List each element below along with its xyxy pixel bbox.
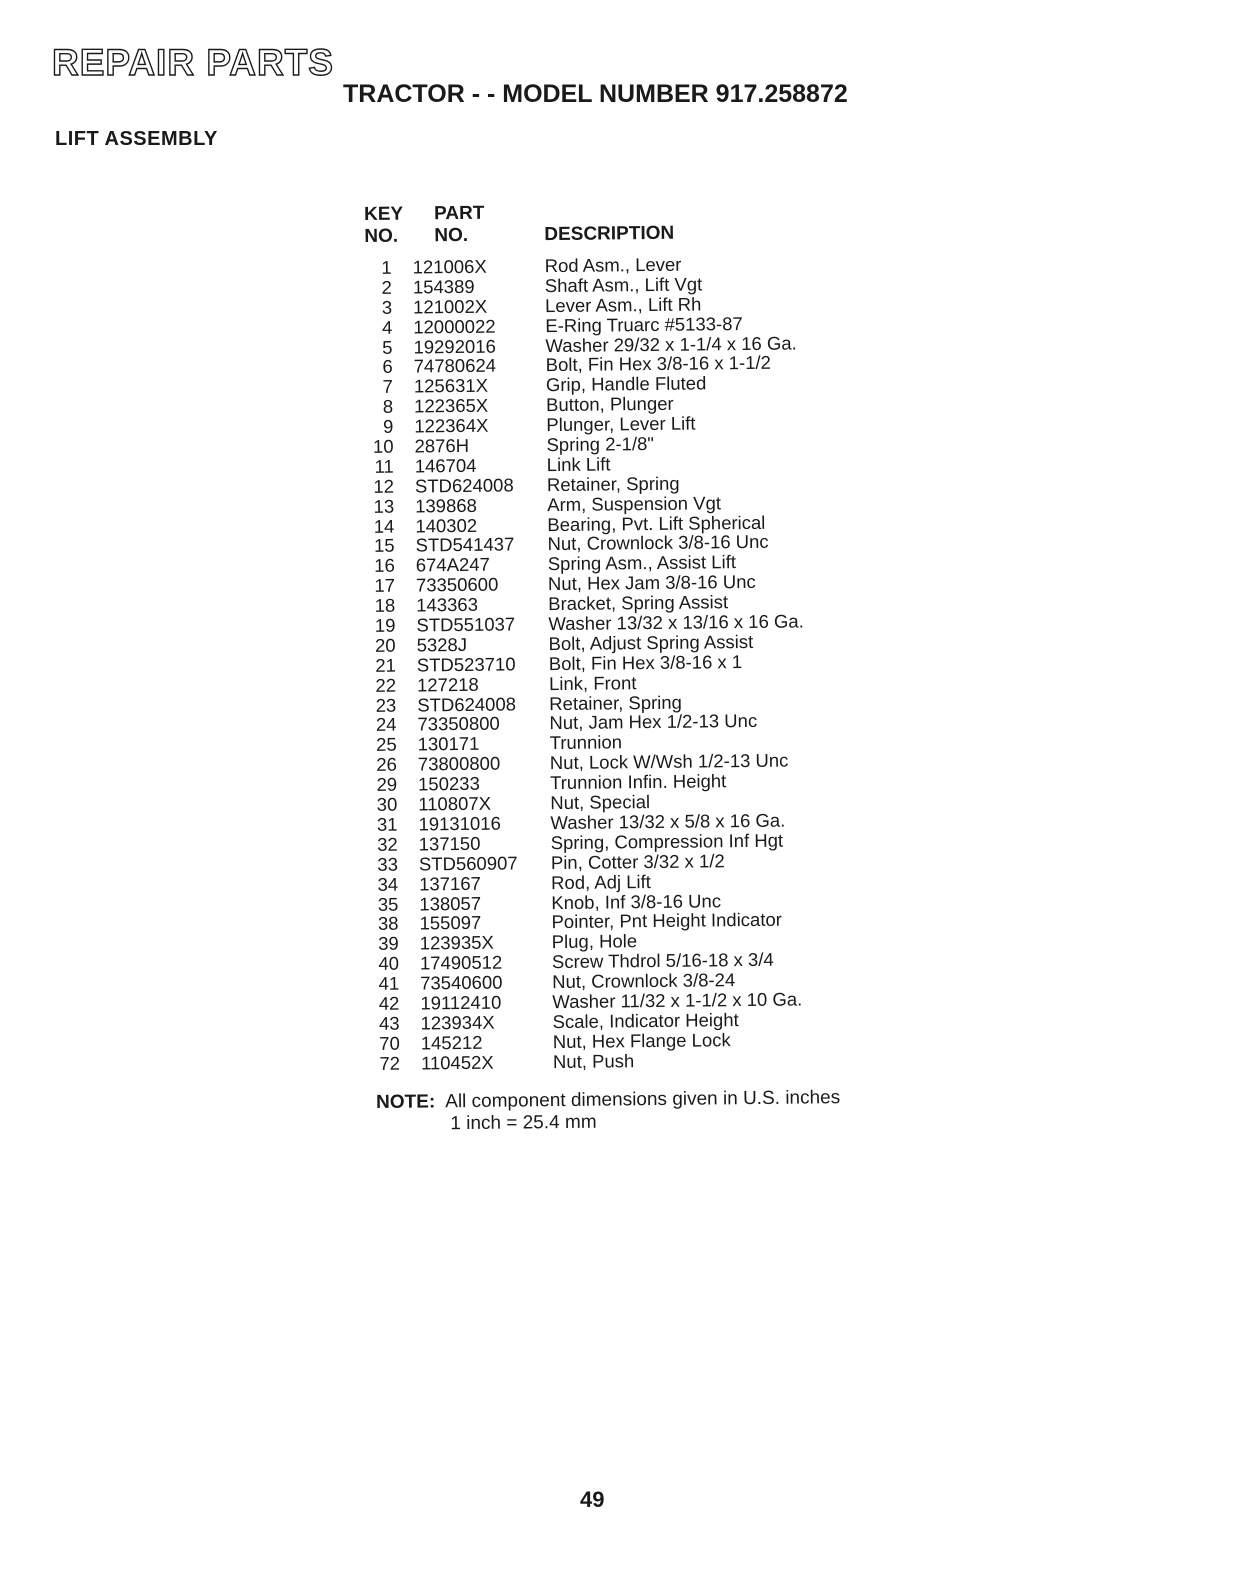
note xyxy=(376,1087,841,1136)
description-cell: Trunnion xyxy=(549,731,623,754)
key-no-cell: 70 xyxy=(379,1032,400,1054)
part-no-cell: 73350800 xyxy=(417,713,500,735)
key-no-cell: 72 xyxy=(379,1052,401,1074)
model-heading: TRACTOR - - MODEL NUMBER 917.258872 xyxy=(343,80,848,108)
description-cell: Washer 11/32 x 1-1/2 x 10 Ga. xyxy=(552,988,803,1013)
key-no-cell: 30 xyxy=(376,793,398,815)
description-cell: Washer 13/32 x 13/16 x 16 Ga. xyxy=(548,610,804,635)
description-cell: Knob, Inf 3/8-16 Unc xyxy=(551,889,722,913)
description-cell: Bearing, Pvt. Lift Spherical xyxy=(547,511,766,535)
description-cell: Screw Thdrol 5/16-18 x 3/4 xyxy=(551,948,774,973)
description-cell: Washer 13/32 x 5/8 x 16 Ga. xyxy=(550,809,786,834)
part-no-cell: 139868 xyxy=(415,494,478,517)
description-cell: Arm, Suspension Vgt xyxy=(547,491,722,515)
description-cell: Scale, Indicator Height xyxy=(552,1008,739,1032)
description-cell: Lever Asm., Lift Rh xyxy=(544,293,702,316)
part-no-cell: 138057 xyxy=(419,892,482,914)
key-no-cell: 6 xyxy=(382,356,393,378)
description-cell: Grip, Handle Fluted xyxy=(545,372,707,396)
table-header xyxy=(364,199,885,258)
part-no-cell: 19292016 xyxy=(413,335,496,358)
part-no-cell: 155097 xyxy=(419,912,482,934)
key-no-cell: 4 xyxy=(381,316,393,338)
part-no-cell: 110807X xyxy=(418,792,492,815)
part-no-cell: 150233 xyxy=(417,772,480,795)
part-no-cell: STD523710 xyxy=(416,653,516,676)
key-no-cell: 24 xyxy=(375,714,397,736)
description-cell: Nut, Lock W/Wsh 1/2-13 Unc xyxy=(549,749,789,774)
part-no-cell: STD541437 xyxy=(415,533,515,556)
description-cell: E-Ring Truarc #5133-87 xyxy=(545,312,743,336)
description-cell: Link Lift xyxy=(546,453,611,476)
note-line2: 1 inch = 25.4 mm xyxy=(450,1111,597,1135)
key-no-cell: 8 xyxy=(382,395,394,418)
key-no-cell: 20 xyxy=(374,634,396,656)
note-line1: All component dimensions given in U.S. inches xyxy=(445,1087,841,1113)
key-no-cell: 21 xyxy=(375,654,396,676)
part-header-line1: PART xyxy=(433,202,485,225)
part-no-cell: 73540600 xyxy=(420,971,503,994)
description-cell: Pointer, Pnt Height Indicator xyxy=(551,909,782,933)
part-no-header xyxy=(434,203,485,248)
description-cell: Spring 2-1/8" xyxy=(546,432,654,456)
key-no-cell: 22 xyxy=(375,674,397,696)
key-no-cell: 43 xyxy=(378,1012,400,1034)
key-no-cell: 32 xyxy=(377,833,398,855)
key-no-cell: 3 xyxy=(381,296,393,318)
key-no-header xyxy=(364,204,404,248)
part-no-cell: 19131016 xyxy=(418,812,501,835)
key-no-cell: 40 xyxy=(378,952,400,975)
parts-table xyxy=(364,199,893,1074)
part-no-cell: 19112410 xyxy=(420,991,502,1014)
key-no-cell: 18 xyxy=(374,594,396,617)
table-row xyxy=(373,1048,893,1073)
part-no-cell: 137150 xyxy=(418,832,481,855)
description-cell: Plunger, Lever Lift xyxy=(546,412,696,436)
description-cell: Nut, Hex Flange Lock xyxy=(552,1028,731,1052)
key-no-cell: 31 xyxy=(376,813,398,835)
key-no-cell: 2 xyxy=(381,276,392,298)
part-no-cell: 143363 xyxy=(416,593,479,616)
part-no-cell: 154389 xyxy=(412,275,475,298)
key-no-cell: 33 xyxy=(377,853,399,875)
part-no-cell: STD560907 xyxy=(418,852,518,875)
part-no-cell: 73350600 xyxy=(415,573,499,596)
part-no-cell: 2876H xyxy=(414,434,470,457)
key-header-line2: NO. xyxy=(364,225,399,247)
part-no-cell: 123935X xyxy=(419,931,494,954)
part-no-cell: 674A247 xyxy=(415,554,490,576)
key-no-cell: 42 xyxy=(378,992,400,1014)
key-no-cell: 23 xyxy=(375,694,397,716)
description-cell: Nut, Hex Jam 3/8-16 Unc xyxy=(547,571,756,595)
key-no-cell: 12 xyxy=(373,475,395,497)
description-cell: Bolt, Adjust Spring Assist xyxy=(548,630,754,655)
description-cell: Link, Front xyxy=(548,671,637,694)
description-cell: Rod Asm., Lever xyxy=(544,253,682,277)
page-title: REPAIR PARTS xyxy=(52,42,334,83)
description-cell: Trunnion Infin. Height xyxy=(549,770,727,794)
part-no-cell: 140302 xyxy=(415,514,478,537)
key-no-cell: 14 xyxy=(373,515,395,537)
part-no-cell: 125631X xyxy=(413,375,489,397)
description-cell: Rod, Adj Lift xyxy=(551,870,651,893)
description-cell: Nut, Crownlock 3/8-16 Unc xyxy=(547,531,769,555)
key-no-cell: 35 xyxy=(377,893,399,915)
description-cell: Nut, Jam Hex 1/2-13 Unc xyxy=(549,710,758,734)
description-cell: Plug, Hole xyxy=(551,930,638,953)
page-number: 49 xyxy=(580,1487,605,1512)
key-no-cell: 26 xyxy=(376,753,397,776)
description-cell: Retainer, Spring xyxy=(549,691,683,714)
key-header-line1: KEY xyxy=(364,203,404,225)
part-no-cell: 137167 xyxy=(419,872,481,895)
key-no-cell: 16 xyxy=(374,555,395,577)
description-cell: Bracket, Spring Assist xyxy=(548,591,729,615)
description-cell: Spring Asm., Assist Lift xyxy=(547,551,737,575)
part-no-cell: 121006X xyxy=(412,255,487,278)
part-no-cell: 145212 xyxy=(420,1031,483,1054)
part-no-cell: 12000022 xyxy=(413,315,496,338)
part-no-cell: STD551037 xyxy=(416,613,516,636)
part-no-cell: 110452X xyxy=(420,1051,494,1074)
key-no-cell: 39 xyxy=(378,932,399,955)
description-cell: Button, Plunger xyxy=(546,393,674,416)
key-no-cell: 7 xyxy=(382,376,394,398)
part-no-cell: 146704 xyxy=(414,454,477,477)
part-no-cell: 127218 xyxy=(416,673,479,696)
part-no-cell: 123934X xyxy=(420,1011,495,1034)
description-cell: Nut, Push xyxy=(552,1049,635,1072)
part-no-cell: 73800800 xyxy=(417,752,501,775)
part-no-cell: 121002X xyxy=(412,295,488,318)
key-no-cell: 38 xyxy=(377,913,399,935)
key-no-cell: 13 xyxy=(373,495,395,517)
description-cell: Nut, Special xyxy=(550,791,651,814)
part-no-cell: STD624008 xyxy=(414,474,514,497)
description-cell: Spring, Compression Inf Hgt xyxy=(550,829,784,853)
note-label: NOTE: xyxy=(376,1091,436,1113)
description-cell: Nut, Crownlock 3/8-24 xyxy=(552,969,736,993)
key-no-cell: 34 xyxy=(377,873,399,895)
part-no-cell: 122365X xyxy=(414,394,489,417)
key-no-cell: 1 xyxy=(381,256,392,278)
part-no-cell: 74780624 xyxy=(413,355,497,377)
key-no-cell: 29 xyxy=(376,773,398,796)
key-no-cell: 19 xyxy=(374,614,396,636)
key-no-cell: 11 xyxy=(374,455,394,477)
key-no-cell: 9 xyxy=(382,415,394,437)
part-header-line2: NO. xyxy=(434,224,469,247)
description-cell: Bolt, Fin Hex 3/8-16 x 1-1/2 xyxy=(545,352,771,376)
key-no-cell: 25 xyxy=(375,734,397,756)
section-heading: LIFT ASSEMBLY xyxy=(55,128,218,150)
table-body xyxy=(365,253,894,1074)
key-no-cell: 5 xyxy=(382,336,393,358)
part-no-cell: STD624008 xyxy=(417,693,517,716)
description-header: DESCRIPTION xyxy=(544,222,675,246)
part-no-cell: 122364X xyxy=(414,414,489,437)
part-no-cell: 5328J xyxy=(416,633,468,656)
key-no-cell: 17 xyxy=(374,574,396,597)
part-no-cell: 130171 xyxy=(417,733,480,755)
key-no-cell: 15 xyxy=(373,535,395,557)
description-cell: Bolt, Fin Hex 3/8-16 x 1 xyxy=(548,650,743,674)
key-no-cell: 41 xyxy=(378,972,400,994)
description-cell: Shaft Asm., Lift Vgt xyxy=(544,273,703,297)
key-no-cell: 10 xyxy=(372,435,394,457)
description-cell: Retainer, Spring xyxy=(546,472,680,495)
description-cell: Washer 29/32 x 1-1/4 x 16 Ga. xyxy=(545,332,797,356)
description-cell: Pin, Cotter 3/32 x 1/2 xyxy=(550,849,725,873)
part-no-cell: 17490512 xyxy=(419,951,503,974)
